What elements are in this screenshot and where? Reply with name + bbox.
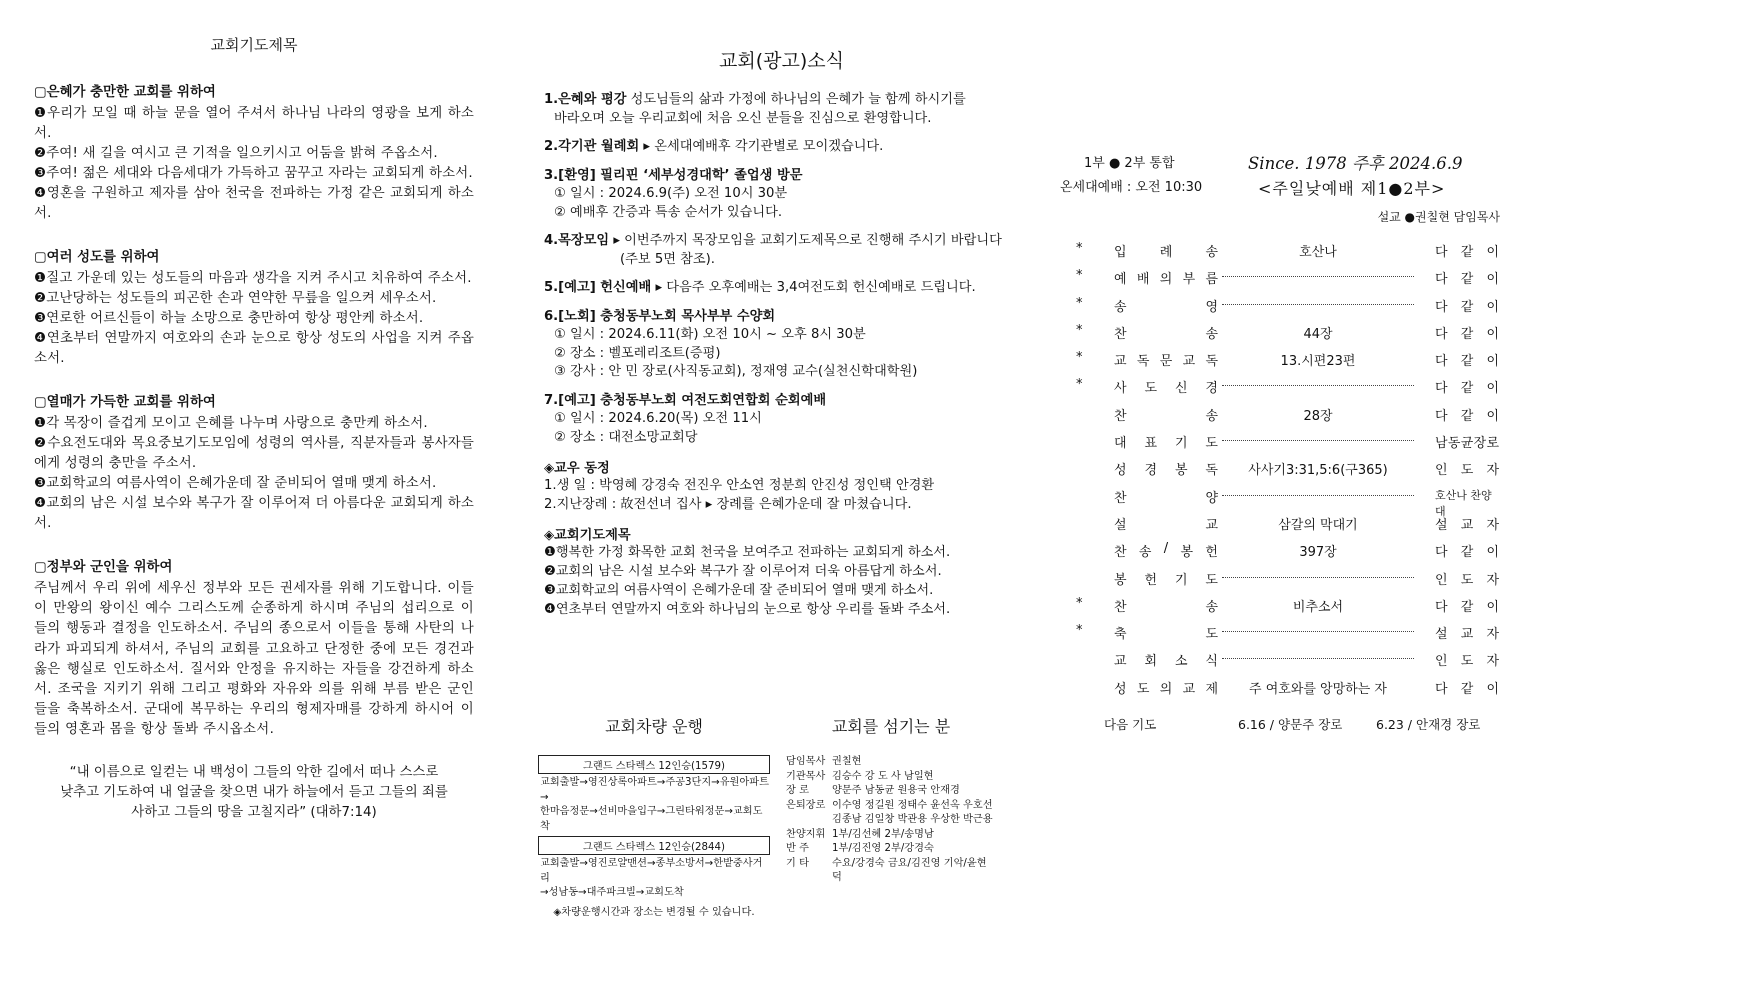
- order-detail: 비추소서: [1292, 599, 1344, 615]
- order-dots: [1222, 649, 1414, 659]
- order-detail: 주 여호와를 앙망하는 자: [1249, 681, 1387, 697]
- order-row: [1060, 346, 1500, 373]
- news-detail: ① 일시 : 2024.6.11(화) 오전 10시 ~ 오후 8시 30분: [554, 327, 866, 342]
- standing-mark: *: [1076, 241, 1083, 256]
- prayer-item: ❸연로한 어르신들이 하늘 소망으로 충만하여 항상 평안케 하소서.: [34, 311, 424, 326]
- news-heading: 5.[예고] 헌신예배: [544, 280, 652, 295]
- bus-2-name: 그랜드 스타렉스 12인승(2844): [538, 836, 770, 855]
- news-heading: 6.[노회] 충청동부노회 목사부부 수양회: [544, 308, 776, 324]
- prayer-section-heading: ▢열매가 가득한 교회를 위하여: [34, 395, 216, 410]
- church-news-column: [544, 46, 1019, 619]
- standing-mark: *: [1076, 377, 1083, 393]
- news-detail: 바라오며 오늘 우리교회에 처음 오신 분들을 진심으로 환영합니다.: [554, 110, 932, 126]
- order-leader: 다 같 이: [1435, 408, 1499, 424]
- order-dots: [1222, 295, 1414, 305]
- standing-mark: *: [1076, 295, 1083, 311]
- order-name: 찬 송: [1114, 326, 1218, 342]
- order-row: [1060, 483, 1500, 518]
- church-prayer-heading: ◈교회기도제목: [544, 528, 631, 543]
- prayer-item: ❹교회의 남은 시설 보수와 복구가 잘 이루어져 더 아름다운 교회되게 하소서.: [34, 496, 474, 531]
- servant-row: [786, 813, 996, 828]
- order-name: 대 표 기 도: [1114, 436, 1218, 452]
- servant-names: 김종남 김일창 박관용 우상한 박근용: [832, 814, 993, 825]
- order-row: [1060, 373, 1500, 400]
- order-name: 찬 송: [1114, 599, 1218, 615]
- news-text: 성도님들의 삶과 가정에 하나님의 은혜가 늘 함께 하시기를: [626, 92, 966, 107]
- news-item: [544, 138, 1019, 157]
- prayer-item: ❹영혼을 구원하고 제자를 삼아 천국을 전파하는 가정 같은 교회되게 하소서.: [34, 186, 474, 221]
- servant-names: 수요/강경숙 금요/김진영 기악/윤현덕: [832, 857, 987, 883]
- servant-names: 이수영 정길원 정태수 윤선옥 우호선: [832, 799, 993, 811]
- prayer-item: ❸주여! 젊은 세대와 다음세대가 가득하고 꿈꾸고 자라는 교회되게 하소서.: [34, 166, 473, 181]
- next-prayer-second: 6.23 / 안재경 장로: [1376, 717, 1481, 733]
- servant-role: [786, 813, 832, 828]
- news-line: [544, 279, 1019, 298]
- next-prayer-first: 6.16 / 양문주 장로: [1238, 717, 1343, 733]
- order-leader: 다 같 이: [1435, 272, 1499, 288]
- news-line: [544, 138, 1019, 157]
- servant-row: [786, 755, 996, 770]
- servant-row: [786, 842, 996, 857]
- order-row: [1060, 292, 1500, 319]
- preacher: 설교 ●권칠현 담임목사: [1377, 210, 1500, 224]
- bus-2-route: 교회출발→영진로얄맨션→종부소방서→한밭중사거리 →성남동→대주파크빌→교회도착: [540, 858, 763, 898]
- news-line: [544, 308, 1019, 327]
- news-detail: (주보 5면 참조).: [620, 251, 715, 267]
- servant-names: 권칠현: [832, 756, 862, 767]
- news-line: [544, 232, 1019, 251]
- news-item: [544, 232, 1019, 269]
- servant-row: [786, 828, 996, 843]
- church-prayer-list: ◈교회기도제목 ❶행복한 가정 화목한 교회 천국을 보여주고 전파하는 교회되게 하소서. ❷교회의 남은 시설 보수와 복구가 잘 이루어져 더욱 아름답게 하소서. ❸교회학교의 여름사역이 은혜가운데 잘 준비되어 열매 맺게 하소서. ❹연초부터 연말까지 여호와 하나님의 눈으로 항상 우리를 돌봐 주소서.: [544, 524, 1019, 619]
- news-line: [544, 392, 1019, 411]
- order-detail: 13.시편23편: [1280, 354, 1356, 370]
- order-row: [1060, 319, 1500, 346]
- service-name: <주일낮예배 제1●2부>: [1258, 179, 1446, 198]
- news-item: [544, 392, 1019, 448]
- order-name: 찬 양: [1114, 490, 1218, 506]
- order-leader: 다 같 이: [1435, 326, 1499, 342]
- news-detail: ① 일시 : 2024.6.9(주) 오전 10시 30분: [554, 186, 788, 201]
- order-detail: 44장: [1303, 326, 1333, 342]
- order-dots: [1222, 622, 1414, 632]
- servant-role: 담임목사: [786, 756, 826, 767]
- servant-names: 양문주 남동균 원용국 안재경: [832, 785, 960, 796]
- news-item: [544, 167, 1019, 223]
- servant-row: [786, 784, 996, 799]
- order-row: [1060, 428, 1500, 455]
- news-detail: ② 장소 : 대전소망교회당: [554, 429, 698, 445]
- prayer-section-heading: ▢은혜가 충만한 교회를 위하여: [34, 85, 216, 100]
- order-name: 찬 송: [1114, 408, 1218, 424]
- order-row: [1060, 565, 1500, 592]
- order-row: [1060, 510, 1500, 537]
- order-row: [1060, 674, 1500, 701]
- order-name: 사 도 신 경: [1114, 381, 1218, 397]
- order-detail: 28장: [1303, 408, 1333, 424]
- order-dots: [1222, 568, 1414, 578]
- order-dots: [1222, 431, 1414, 441]
- order-name: 입 례 송: [1114, 245, 1218, 260]
- order-leader: 인 도 자: [1435, 463, 1499, 479]
- order-name: 성 도 의 교 제: [1114, 681, 1218, 697]
- order-row: [1060, 455, 1500, 482]
- vehicle-note: ◈차량운행시간과 장소는 변경될 수 있습니다.: [553, 906, 755, 918]
- next-prayer: [1060, 715, 1500, 735]
- news-heading: 2.각기관 월례회: [544, 139, 640, 154]
- standing-mark: *: [1076, 595, 1083, 611]
- order-detail: 호산나: [1299, 245, 1337, 260]
- prayer-section-heading: ▢여러 성도를 위하여: [34, 250, 160, 265]
- order-leader: 다 같 이: [1435, 245, 1499, 260]
- congregation-news-heading: ◈교우 동정: [544, 461, 610, 476]
- prayer-topics-column: [34, 34, 474, 823]
- order-detail: 삼갈의 막대기: [1278, 517, 1358, 533]
- order-leader: 다 같 이: [1435, 381, 1499, 397]
- order-detail: 397장: [1299, 545, 1337, 561]
- news-item: [544, 279, 1019, 298]
- prayer-item: ❶질고 가운데 있는 성도들의 마음과 생각을 지켜 주시고 치유하여 주소서.: [34, 271, 472, 286]
- servant-names: 1부/김진영 2부/강경숙: [832, 843, 934, 854]
- standing-mark: *: [1076, 623, 1083, 639]
- order-dots: [1222, 376, 1414, 386]
- order-name: 예 배 의 부 름: [1114, 272, 1218, 288]
- news-text: ▸ 이번주까지 목장모임을 교회기도제목으로 진행해 주시기 바랍니다: [609, 233, 1002, 248]
- news-heading: 4.목장모임: [544, 233, 610, 248]
- vehicle-title: 교회차량 운행: [605, 717, 703, 736]
- news-item: [544, 308, 1019, 382]
- servant-role: 은퇴장로: [786, 799, 826, 811]
- order-leader: 남 동 균 장 로: [1435, 436, 1499, 452]
- order-name: 축 도: [1114, 627, 1218, 643]
- order-row: [1060, 401, 1500, 428]
- order-dots: [1222, 486, 1414, 496]
- order-name: 교 회 소 식: [1114, 654, 1218, 670]
- order-name: 송 영: [1114, 299, 1218, 315]
- order-row: [1060, 646, 1500, 673]
- prayer-paragraph: 주님께서 우리 위에 세우신 정부와 모든 권세자를 위해 기도합니다. 이들이 만왕의 왕이신 예수 그리스도께 순종하게 하시며 주님의 섭리으로 이들의 행동과 결정을 인도하소서. 주님의 종으로서 이들을 통해 사탄의 나라가 파괴되게 하셔서, 주님의 교회를 고요하고 단정한 중에 모든 경건과 옳은 행실로 인도하소서. 질서와 안정을 유지하는 자들을 강건하게 하소서. 조국을 지키기 위해 그리고 평화와 자유와 의를 위해 부름 받은 군인들을 축복하소서. 군대에 복무하는 우리의 형제자매를 강하게 하시어 이들의 영혼과 몸을 항상 돌봐 주시옵소서.: [34, 581, 474, 738]
- servant-role: 기관목사: [786, 770, 826, 782]
- standing-mark: *: [1076, 268, 1083, 284]
- servant-role: 기 타: [786, 857, 809, 869]
- since-date: Since. 1978 주후 2024.6.9: [1248, 154, 1463, 173]
- order-leader: 호산나 찬양대: [1435, 488, 1492, 518]
- servant-role: 반 주: [786, 843, 809, 854]
- servant-row: [786, 799, 996, 814]
- servant-role: 장 로: [786, 785, 809, 796]
- order-dots: [1222, 267, 1414, 277]
- news-detail: ② 예배후 간증과 특송 순서가 있습니다.: [554, 204, 783, 220]
- service-time: 온세대예배 : 오전 10:30: [1060, 180, 1203, 195]
- order-name: 설 교: [1114, 517, 1218, 533]
- news-line: [544, 167, 1019, 186]
- order-row: [1060, 592, 1500, 619]
- prayer-item: ❷주여! 새 길을 여시고 큰 기적을 일으키시고 어둠을 밝혀 주옵소서.: [34, 146, 438, 161]
- order-leader: 인 도 자: [1435, 572, 1499, 588]
- order-name: 봉 헌 기 도: [1114, 572, 1218, 588]
- church-servants: [786, 714, 996, 886]
- prayer-topics-title: 교회기도제목: [210, 36, 298, 54]
- prayer-item: ❷수요전도대와 목요중보기도모임에 성령의 역사를, 직분자들과 봉사자들에게 성령의 충만을 주소서.: [34, 436, 474, 471]
- order-leader: 다 같 이: [1435, 681, 1499, 697]
- prayer-section: [34, 391, 474, 534]
- service-combined: 1부 ● 2부 통합: [1084, 156, 1175, 171]
- news-text: ▸ 온세대예배후 각기관별로 모이겠습니다.: [639, 139, 884, 154]
- order-leader: 인 도 자: [1435, 654, 1499, 670]
- church-news-title: 교회(광고)소식: [719, 50, 844, 72]
- order-leader: 다 같 이: [1435, 599, 1499, 615]
- prayer-item: ❶각 목장이 즐겁게 모이고 은혜를 나누며 사랑으로 충만케 하소서.: [34, 416, 428, 431]
- order-row: [1060, 537, 1500, 564]
- servant-role: 찬양지휘: [786, 828, 826, 840]
- prayer-section: [34, 556, 474, 741]
- order-leader: 다 같 이: [1435, 545, 1499, 561]
- worship-header: [1060, 150, 1500, 198]
- prayer-item: ❷고난당하는 성도들의 피곤한 손과 연약한 무릎을 일으켜 세우소서.: [34, 291, 437, 306]
- prayer-item: ❹연초부터 연말까지 여호와의 손과 눈으로 항상 성도의 사업을 지켜 주옵소서.: [34, 331, 474, 366]
- news-detail: ② 장소 : 벨포레리조트(증평): [554, 345, 721, 361]
- news-line: [544, 91, 1019, 110]
- prayer-section: [34, 81, 474, 224]
- prayer-section: [34, 246, 474, 369]
- order-leader: 다 같 이: [1435, 354, 1499, 370]
- servant-names: 1부/김선혜 2부/송명남: [832, 828, 934, 840]
- order-name: 교 독 문 교 독: [1114, 354, 1218, 370]
- news-detail: ③ 강사 : 안 민 장로(사직동교회), 정재영 교수(실천신학대학원): [554, 364, 918, 379]
- news-text: ▸ 다음주 오후예배는 3,4여전도회 헌신예배로 드립니다.: [651, 280, 976, 295]
- order-name: 찬 송 / 봉 헌: [1114, 541, 1218, 561]
- order-leader: 설 교 자: [1435, 517, 1499, 533]
- congregation-news: ◈교우 동정 1.생 일 : 박영혜 강경숙 전진우 안소연 정분희 안진성 정인택 안경환 2.지난장례 : 故전선녀 집사 ▸ 장례를 은혜가운데 잘 마쳤습니다.: [544, 457, 1019, 514]
- news-detail: ① 일시 : 2024.6.20(목) 오전 11시: [554, 411, 762, 426]
- servants-title: 교회를 섬기는 분: [831, 717, 951, 736]
- order-name: 성 경 봉 독: [1114, 463, 1218, 479]
- servant-names: 김승수 강 도 사 남일현: [832, 770, 934, 782]
- bus-1-route: 교회출발→영진상록아파트→주공3단지→유원아파트→ 한마음정문→선비마을입구→그린타워정문→교회도착: [540, 777, 769, 832]
- news-heading: 7.[예고] 충청동부노회 여전도회연합회 순회예배: [544, 392, 827, 408]
- worship-order-column: [1060, 150, 1500, 735]
- order-detail: 사사기3:31,5:6(구365): [1248, 463, 1388, 479]
- servant-row: [786, 857, 996, 886]
- order-leader: 다 같 이: [1435, 299, 1499, 315]
- prayer-item: ❶우리가 모일 때 하늘 문을 열어 주셔서 하나님 나라의 영광을 보게 하소서.: [34, 106, 474, 141]
- vehicle-schedule: [538, 714, 770, 918]
- standing-mark: *: [1076, 322, 1083, 338]
- news-heading: 1.은혜와 평강: [544, 92, 627, 107]
- order-leader: 설 교 자: [1435, 627, 1499, 643]
- order-row: [1060, 237, 1500, 264]
- servant-row: [786, 770, 996, 785]
- news-heading: 3.[환영] 필리핀 ‘세부성경대학’ 졸업생 방문: [544, 167, 803, 183]
- prayer-item: ❸교회학교의 여름사역이 은혜가운데 잘 준비되어 열매 맺게 하소서.: [34, 476, 437, 491]
- standing-mark: *: [1076, 350, 1083, 366]
- bus-1-name: 그랜드 스타렉스 12인승(1579): [538, 755, 770, 774]
- order-row: [1060, 264, 1500, 291]
- order-row: [1060, 619, 1500, 646]
- next-prayer-label: 다음 기도: [1104, 717, 1157, 733]
- news-item: [544, 91, 1019, 128]
- prayer-section-heading: ▢정부와 군인을 위하여: [34, 560, 173, 575]
- scripture-quote: “내 이름으로 일컫는 내 백성이 그들의 악한 길에서 떠나 스스로 낮추고 기도하여 내 얼굴을 찾으면 내가 하늘에서 듣고 그들의 죄를 사하고 그들의 땅을 고칠지라” (대하7:14): [60, 764, 448, 820]
